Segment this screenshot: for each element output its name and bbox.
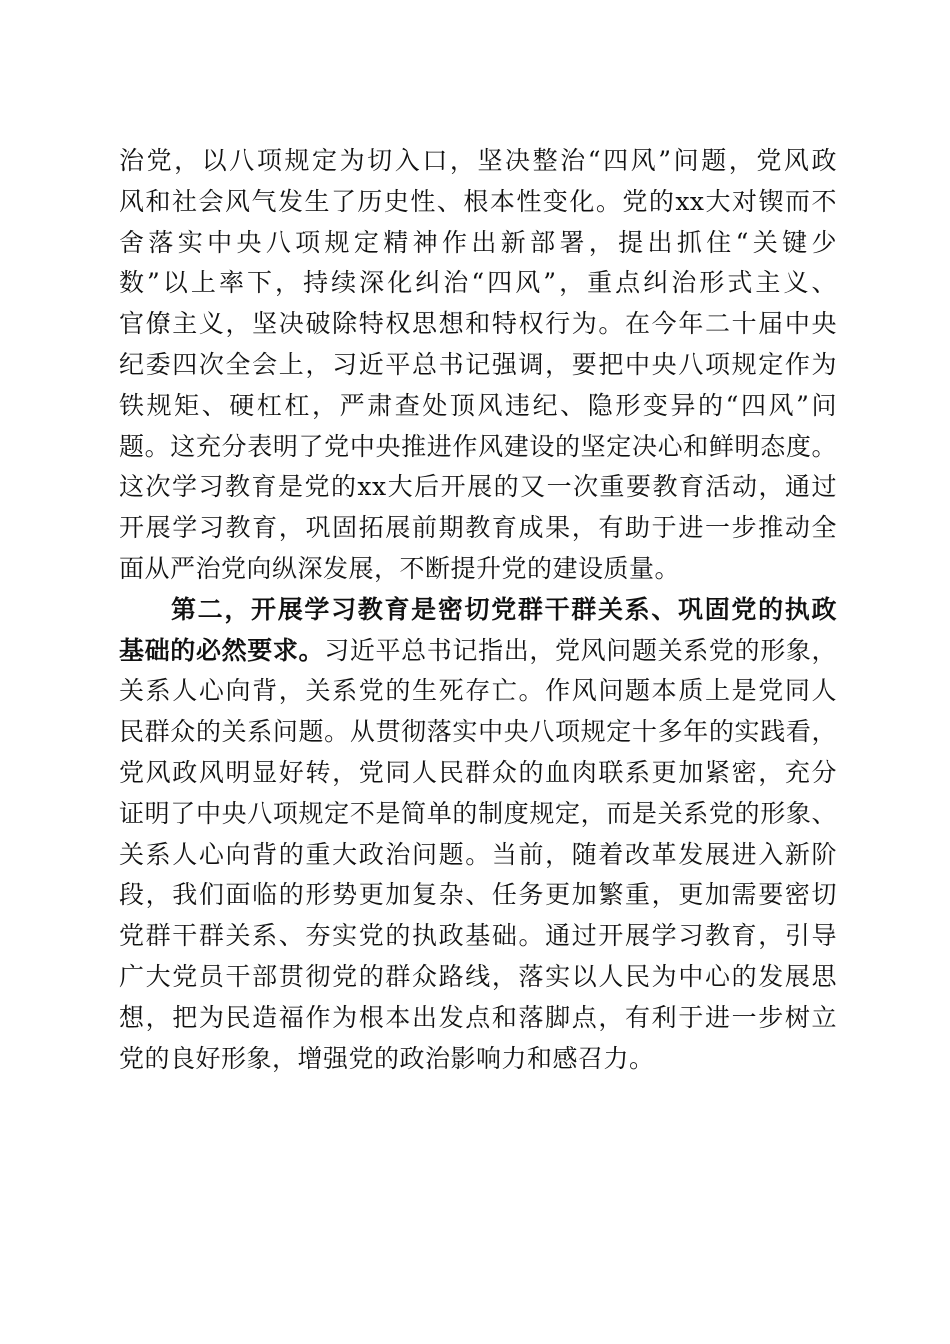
paragraph-text: 习近平总书记指出，党风问题关系党的形象， [324, 635, 837, 665]
paragraph-line: 铁规矩、硬杠杠，严肃查处顶风违纪、隐形变异的“四风”问 [119, 390, 837, 420]
paragraph-line: 这次学习教育是党的xx大后开展的又一次重要教育活动，通过 [119, 472, 837, 502]
paragraph-line: 开展学习教育，巩固拓展前期教育成果，有助于进一步推动全 [119, 513, 837, 543]
paragraph-line: 段，我们面临的形势更加复杂、任务更加繁重，更加需要密切 [119, 880, 837, 910]
paragraph-line: 风和社会风气发生了历史性、根本性变化。党的xx大对锲而不 [119, 186, 837, 216]
paragraph-line: 舍落实中央八项规定精神作出新部署，提出抓住“关键少 [119, 227, 837, 257]
paragraph-1 [119, 141, 837, 590]
section-heading-mixed-line [119, 631, 837, 672]
paragraph-line: 党群干群关系、夯实党的执政基础。通过开展学习教育，引导 [119, 921, 837, 951]
paragraph-line: 纪委四次全会上，习近平总书记强调，要把中央八项规定作为 [119, 349, 837, 379]
paragraph-line: 民群众的关系问题。从贯彻落实中央八项规定十多年的实践看， [119, 717, 837, 747]
paragraph-line: 面从严治党向纵深发展，不断提升党的建设质量。 [119, 553, 681, 583]
paragraph-line: 党的良好形象，增强党的政治影响力和感召力。 [119, 1043, 655, 1073]
paragraph-line: 数”以上率下，持续深化纠治“四风”，重点纠治形式主义、 [119, 268, 837, 298]
section-heading-line: 第二，开展学习教育是密切党群干群关系、巩固党的执政 [171, 594, 837, 624]
paragraph-line: 想，把为民造福作为根本出发点和落脚点，有利于进一步树立 [119, 1002, 837, 1032]
paragraph-line: 关系人心向背的重大政治问题。当前，随着改革发展进入新阶 [119, 839, 837, 869]
paragraph-line: 治党，以八项规定为切入口，坚决整治“四风”问题，党风政 [119, 146, 837, 175]
paragraph-line: 证明了中央八项规定不是简单的制度规定，而是关系党的形象、 [119, 798, 837, 828]
paragraph-line: 官僚主义，坚决破除特权思想和特权行为。在今年二十届中央 [119, 309, 837, 339]
paragraph-line: 党风政风明显好转，党同人民群众的血肉联系更加紧密，充分 [119, 757, 837, 787]
paragraph-2 [119, 590, 837, 1080]
paragraph-line: 广大党员干部贯彻党的群众路线，落实以人民为中心的发展思 [119, 961, 837, 991]
document-body [119, 141, 837, 1079]
section-heading-tail: 基础的必然要求。 [119, 635, 325, 665]
paragraph-line: 题。这充分表明了党中央推进作风建设的坚定决心和鲜明态度。 [119, 431, 837, 461]
paragraph-line: 关系人心向背，关系党的生死存亡。作风问题本质上是党同人 [119, 676, 837, 706]
